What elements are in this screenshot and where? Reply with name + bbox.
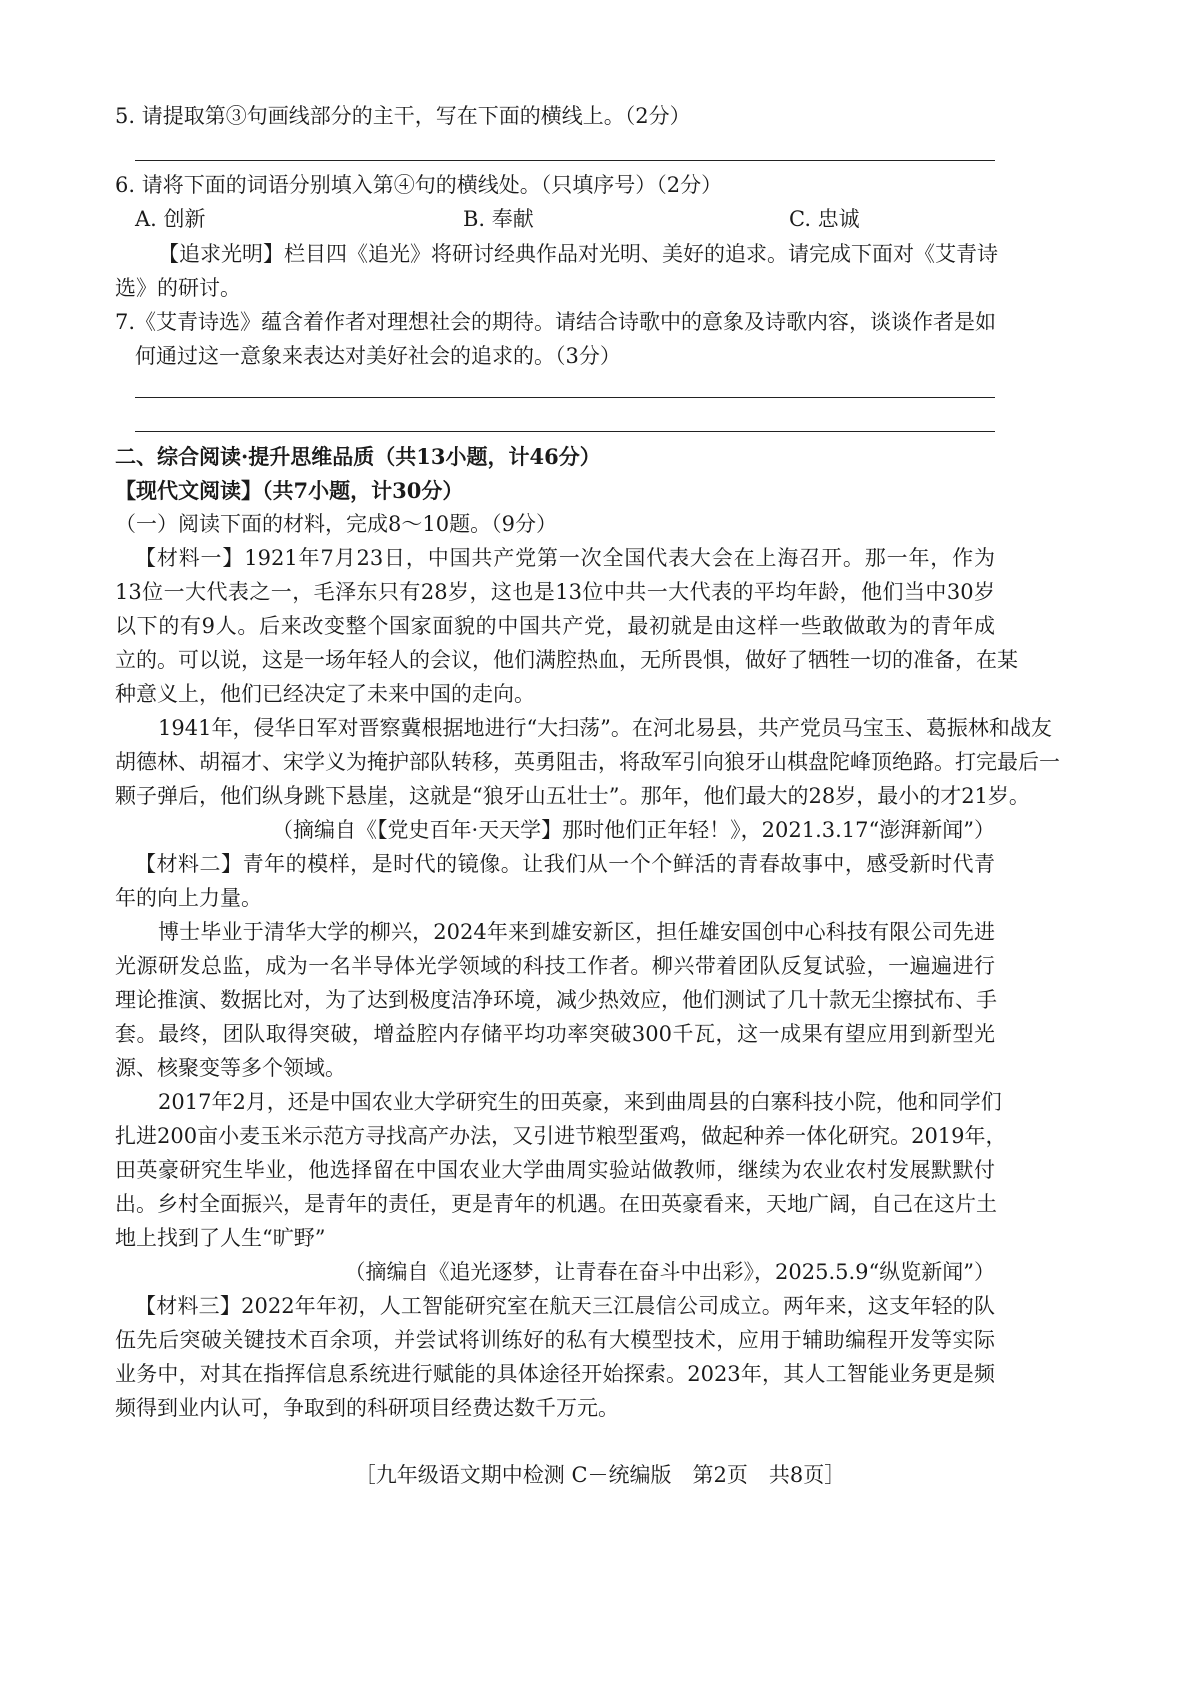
answer-line-q7-1[interactable] [135, 397, 995, 398]
material-2-p2-line-4: 套。最终，团队取得突破，增益腔内存储平均功率突破300千瓦，这一成果有望应用到新型光 [115, 1022, 995, 1046]
modern-reading-heading: 【现代文阅读】（共7小题，计30分） [115, 478, 464, 503]
material-2-source: （摘编自《追光逐梦，让青春在奋斗中出彩》，2025.5.9“纵览新闻”） [344, 1260, 995, 1284]
pursuit-intro-line-2: 选》的研讨。 [115, 276, 241, 300]
material-2-p3-line-4: 出。乡村全面振兴，是青年的责任，更是青年的机遇。在田英豪看来，天地广阔，自己在这片土 [115, 1192, 997, 1216]
question-7-line-2: 何通过这一意象来表达对美好社会的追求的。（3分） [135, 344, 621, 368]
material-2-p3-line-5: 地上找到了人生“旷野” [115, 1226, 326, 1250]
material-2-p3-line-2: 扎进200亩小麦玉米示范方寻找高产办法，又引进节粮型蛋鸡，做起种养一体化研究。2019年， [115, 1124, 1007, 1148]
material-1-p2-line-3: 颗子弹后，他们纵身跳下悬崖，这就是“狼牙山五壮士”。那年，他们最大的28岁，最小的才21岁。 [115, 784, 1030, 808]
part-1-instruction: （一）阅读下面的材料，完成8～10题。（9分） [115, 512, 557, 536]
material-1-source: （摘编自《【党史百年·天天学】那时他们正年轻！》，2021.3.17“澎湃新闻”） [271, 818, 995, 842]
section-2-heading: 二、综合阅读·提升思维品质（共13小题，计46分） [115, 444, 601, 469]
material-2-p2-line-2: 光源研发总监，成为一名半导体光学领域的科技工作者。柳兴带着团队反复试验，一遍遍进行 [115, 954, 995, 978]
material-3-line-3: 业务中，对其在指挥信息系统进行赋能的具体途径开始探索。2023年，其人工智能业务更是频 [115, 1362, 995, 1386]
material-2-p3-line-1: 2017年2月，还是中国农业大学研究生的田英豪，来到曲周县的白寨科技小院，他和同学们 [158, 1090, 1002, 1114]
material-1-line-4: 立的。可以说，这是一场年轻人的会议，他们满腔热血，无所畏惧，做好了牺牲一切的准备，在某 [115, 648, 1018, 672]
q6-option-c: C. 忠诚 [789, 207, 860, 231]
material-3-line-1: 【材料三】2022年年初，人工智能研究室在航天三江晨信公司成立。两年来，这支年轻的队 [135, 1294, 995, 1318]
material-3-line-2: 伍先后突破关键技术百余项，并尝试将训练好的私有大模型技术，应用于辅助编程开发等实际 [115, 1328, 995, 1352]
question-5: 5. 请提取第③句画线部分的主干，写在下面的横线上。（2分） [115, 104, 691, 128]
material-1-line-2: 13位一大代表之一，毛泽东只有28岁，这也是13位中共一大代表的平均年龄，他们当中30岁 [115, 580, 995, 604]
material-1-line-1: 【材料一】1921年7月23日，中国共产党第一次全国代表大会在上海召开。那一年，作为 [135, 546, 995, 570]
material-1-p2-line-1: 1941年，侵华日军对晋察冀根据地进行“大扫荡”。在河北易县，共产党员马宝玉、葛振林和战友 [158, 716, 1052, 740]
page-footer: ［九年级语文期中检测 C－统编版 第2页 共8页］ [354, 1463, 846, 1487]
material-3-line-4: 频得到业内认可，争取到的科研项目经费达数千万元。 [115, 1396, 619, 1420]
material-2-p2-line-1: 博士毕业于清华大学的柳兴，2024年来到雄安新区，担任雄安国创中心科技有限公司先进 [158, 920, 995, 944]
question-6: 6. 请将下面的词语分别填入第④句的横线处。（只填序号）（2分） [115, 173, 723, 197]
q6-options [135, 207, 995, 235]
material-2-p2-line-3: 理论推演、数据比对，为了达到极度洁净环境，减少热效应，他们测试了几十款无尘擦拭布、手 [115, 988, 997, 1012]
material-2-line-1: 【材料二】青年的模样，是时代的镜像。让我们从一个个鲜活的青春故事中，感受新时代青 [135, 852, 995, 876]
q6-option-a: A. 创新 [135, 207, 206, 231]
answer-line-q5[interactable] [135, 160, 995, 161]
material-1-p2-line-2: 胡德林、胡福才、宋学义为掩护部队转移，英勇阻击，将敌军引向狼牙山棋盘陀峰顶绝路。打完最后一 [115, 750, 1060, 774]
q6-option-b: B. 奉献 [463, 207, 534, 231]
question-7-line-1: 7.《艾青诗选》蕴含着作者对理想社会的期待。请结合诗歌中的意象及诗歌内容，谈谈作者是如 [115, 310, 997, 334]
material-2-p2-line-5: 源、核聚变等多个领域。 [115, 1056, 346, 1080]
answer-line-q7-2[interactable] [135, 431, 995, 432]
material-2-line-2: 年的向上力量。 [115, 886, 262, 910]
material-1-line-5: 种意义上，他们已经决定了未来中国的走向。 [115, 682, 535, 706]
pursuit-intro-line-1: 【追求光明】栏目四《追光》将研讨经典作品对光明、美好的追求。请完成下面对《艾青诗 [158, 242, 998, 266]
material-1-line-3: 以下的有9人。后来改变整个国家面貌的中国共产党，最初就是由这样一些敢做敢为的青年成 [115, 614, 995, 638]
material-2-p3-line-3: 田英豪研究生毕业，他选择留在中国农业大学曲周实验站做教师，继续为农业农村发展默默付 [115, 1158, 995, 1182]
